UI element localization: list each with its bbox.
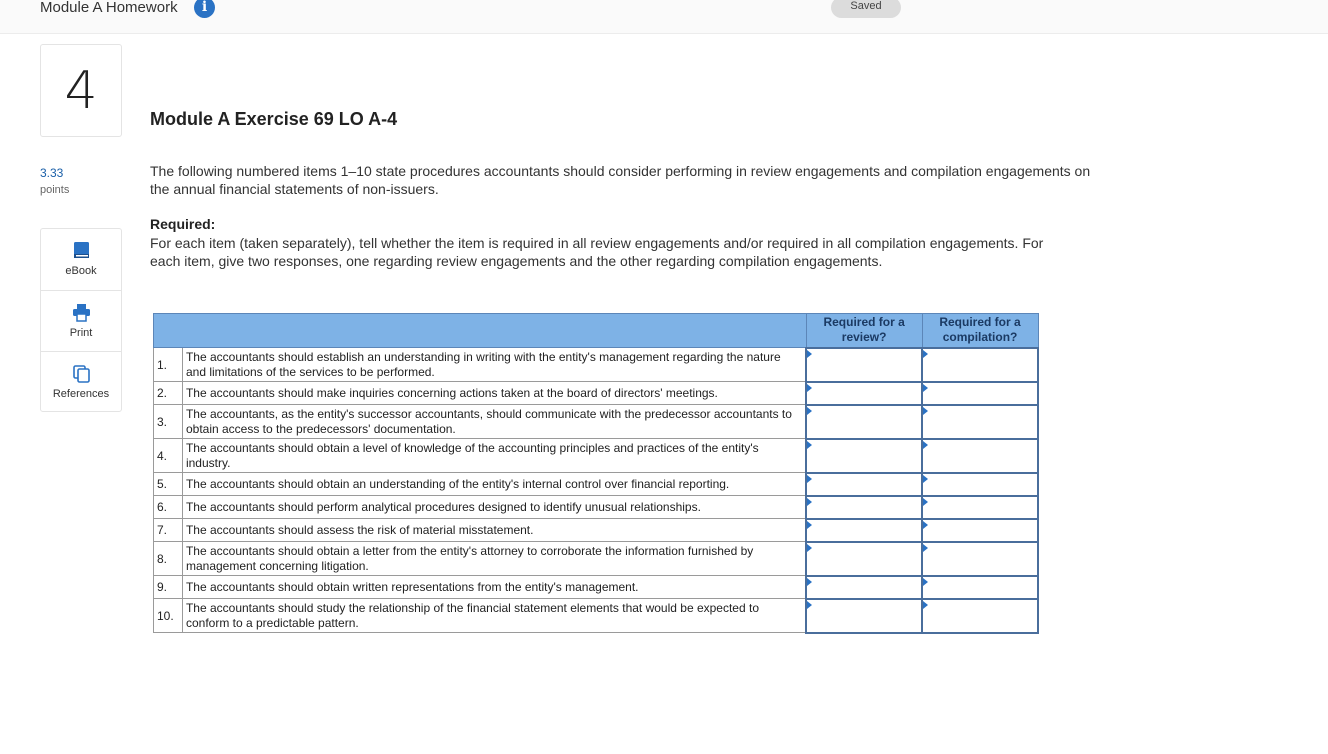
- review-answer-dropdown[interactable]: [806, 439, 922, 473]
- compilation-answer-dropdown[interactable]: [922, 496, 1038, 519]
- dropdown-caret-icon: [923, 498, 928, 506]
- item-text: The accountants should obtain a level of knowledge of the accounting principles and practices of the entity's industry.: [182, 439, 806, 473]
- table-row: [154, 348, 1039, 382]
- top-bar: [0, 0, 1328, 34]
- dropdown-caret-icon: [923, 544, 928, 552]
- item-number: 6.: [154, 496, 183, 519]
- compilation-answer-dropdown[interactable]: [922, 599, 1038, 633]
- item-text: The accountants, as the entity's successor accountants, should communicate with the predecessor accountants to obtain access to the predecessors' documentation.: [182, 405, 806, 439]
- compilation-answer-dropdown[interactable]: [922, 542, 1038, 576]
- table-row: [154, 496, 1039, 519]
- question-number: 4: [40, 44, 122, 137]
- tools-panel: [40, 228, 122, 412]
- ebook-label: eBook: [65, 265, 97, 277]
- item-number: 10.: [154, 599, 183, 633]
- dropdown-caret-icon: [923, 521, 928, 529]
- required-text: For each item (taken separately), tell whether the item is required in all review engagements and/or required in all compilation engagements. For each item, give two responses, one regarding review engagements and the other regarding compilation engagements.: [150, 235, 1044, 269]
- review-column-header: Required for a review?: [806, 314, 922, 348]
- answer-table: [153, 313, 1039, 634]
- review-answer-dropdown[interactable]: [806, 519, 922, 542]
- table-row: [154, 599, 1039, 633]
- dropdown-caret-icon: [807, 384, 812, 392]
- dropdown-caret-icon: [807, 441, 812, 449]
- info-icon[interactable]: i: [194, 0, 215, 18]
- review-answer-dropdown[interactable]: [806, 348, 922, 382]
- compilation-answer-dropdown[interactable]: [922, 405, 1038, 439]
- dropdown-caret-icon: [807, 475, 812, 483]
- references-label: References: [52, 388, 110, 400]
- dropdown-caret-icon: [923, 441, 928, 449]
- dropdown-caret-icon: [923, 578, 928, 586]
- dropdown-caret-icon: [807, 578, 812, 586]
- dropdown-caret-icon: [923, 384, 928, 392]
- review-answer-dropdown[interactable]: [806, 576, 922, 599]
- review-answer-dropdown[interactable]: [806, 599, 922, 633]
- review-answer-dropdown[interactable]: [806, 473, 922, 496]
- header-blank-cell: [154, 314, 807, 348]
- item-number: 1.: [154, 348, 183, 382]
- item-number: 7.: [154, 519, 183, 542]
- dropdown-caret-icon: [807, 544, 812, 552]
- table-row: [154, 519, 1039, 542]
- item-number: 2.: [154, 382, 183, 405]
- book-icon: [72, 241, 91, 260]
- exercise-title: Module A Exercise 69 LO A-4: [150, 109, 398, 129]
- review-answer-dropdown[interactable]: [806, 542, 922, 576]
- item-number: 5.: [154, 473, 183, 496]
- dropdown-caret-icon: [923, 475, 928, 483]
- item-number: 3.: [154, 405, 183, 439]
- ebook-button[interactable]: [41, 229, 121, 290]
- compilation-answer-dropdown[interactable]: [922, 348, 1038, 382]
- table-row: [154, 473, 1039, 496]
- assignment-title: Module A Homework: [40, 0, 178, 16]
- compilation-answer-dropdown[interactable]: [922, 439, 1038, 473]
- item-text: The accountants should perform analytical procedures designed to identify unusual relationships.: [182, 496, 806, 519]
- item-number: 9.: [154, 576, 183, 599]
- table-row: [154, 576, 1039, 599]
- item-text: The accountants should obtain a letter from the entity's attorney to corroborate the information furnished by management concerning litigation.: [182, 542, 806, 576]
- dropdown-caret-icon: [923, 407, 928, 415]
- item-number: 4.: [154, 439, 183, 473]
- points-value: 3.33: [40, 166, 64, 180]
- table-row: [154, 439, 1039, 473]
- dropdown-caret-icon: [807, 498, 812, 506]
- dropdown-caret-icon: [807, 521, 812, 529]
- review-answer-dropdown[interactable]: [806, 496, 922, 519]
- required-heading: Required:: [150, 216, 216, 232]
- print-icon: [72, 303, 91, 322]
- table-header-row: [154, 314, 1039, 348]
- item-text: The accountants should make inquiries concerning actions taken at the board of directors' meetings.: [182, 382, 806, 405]
- item-text: The accountants should study the relationship of the financial statement elements that would be expected to conform to a predictable pattern.: [182, 599, 806, 633]
- dropdown-caret-icon: [807, 407, 812, 415]
- item-text: The accountants should obtain written representations from the entity's management.: [182, 576, 806, 599]
- item-text: The accountants should establish an understanding in writing with the entity's management regarding the nature and limitations of the services to be performed.: [182, 348, 806, 382]
- compilation-answer-dropdown[interactable]: [922, 382, 1038, 405]
- dropdown-caret-icon: [807, 350, 812, 358]
- compilation-column-header: Required for a compilation?: [922, 314, 1038, 348]
- dropdown-caret-icon: [923, 350, 928, 358]
- print-label: Print: [69, 327, 93, 339]
- item-number: 8.: [154, 542, 183, 576]
- dropdown-caret-icon: [923, 601, 928, 609]
- print-button[interactable]: [41, 290, 121, 351]
- compilation-answer-dropdown[interactable]: [922, 519, 1038, 542]
- table-row: [154, 382, 1039, 405]
- exercise-intro: The following numbered items 1–10 state procedures accountants should consider performing in review engagements and compilation engagements on the annual financial statements of non-issuers.: [150, 163, 1091, 197]
- references-button[interactable]: [41, 351, 121, 412]
- item-text: The accountants should assess the risk of material misstatement.: [182, 519, 806, 542]
- review-answer-dropdown[interactable]: [806, 405, 922, 439]
- compilation-answer-dropdown[interactable]: [922, 473, 1038, 496]
- dropdown-caret-icon: [807, 601, 812, 609]
- table-row: [154, 405, 1039, 439]
- points-label: points: [40, 184, 70, 196]
- table-row: [154, 542, 1039, 576]
- review-answer-dropdown[interactable]: [806, 382, 922, 405]
- item-text: The accountants should obtain an understanding of the entity's internal control over financial reporting.: [182, 473, 806, 496]
- saved-status-badge: Saved: [831, 0, 901, 18]
- copy-icon: [72, 364, 91, 383]
- compilation-answer-dropdown[interactable]: [922, 576, 1038, 599]
